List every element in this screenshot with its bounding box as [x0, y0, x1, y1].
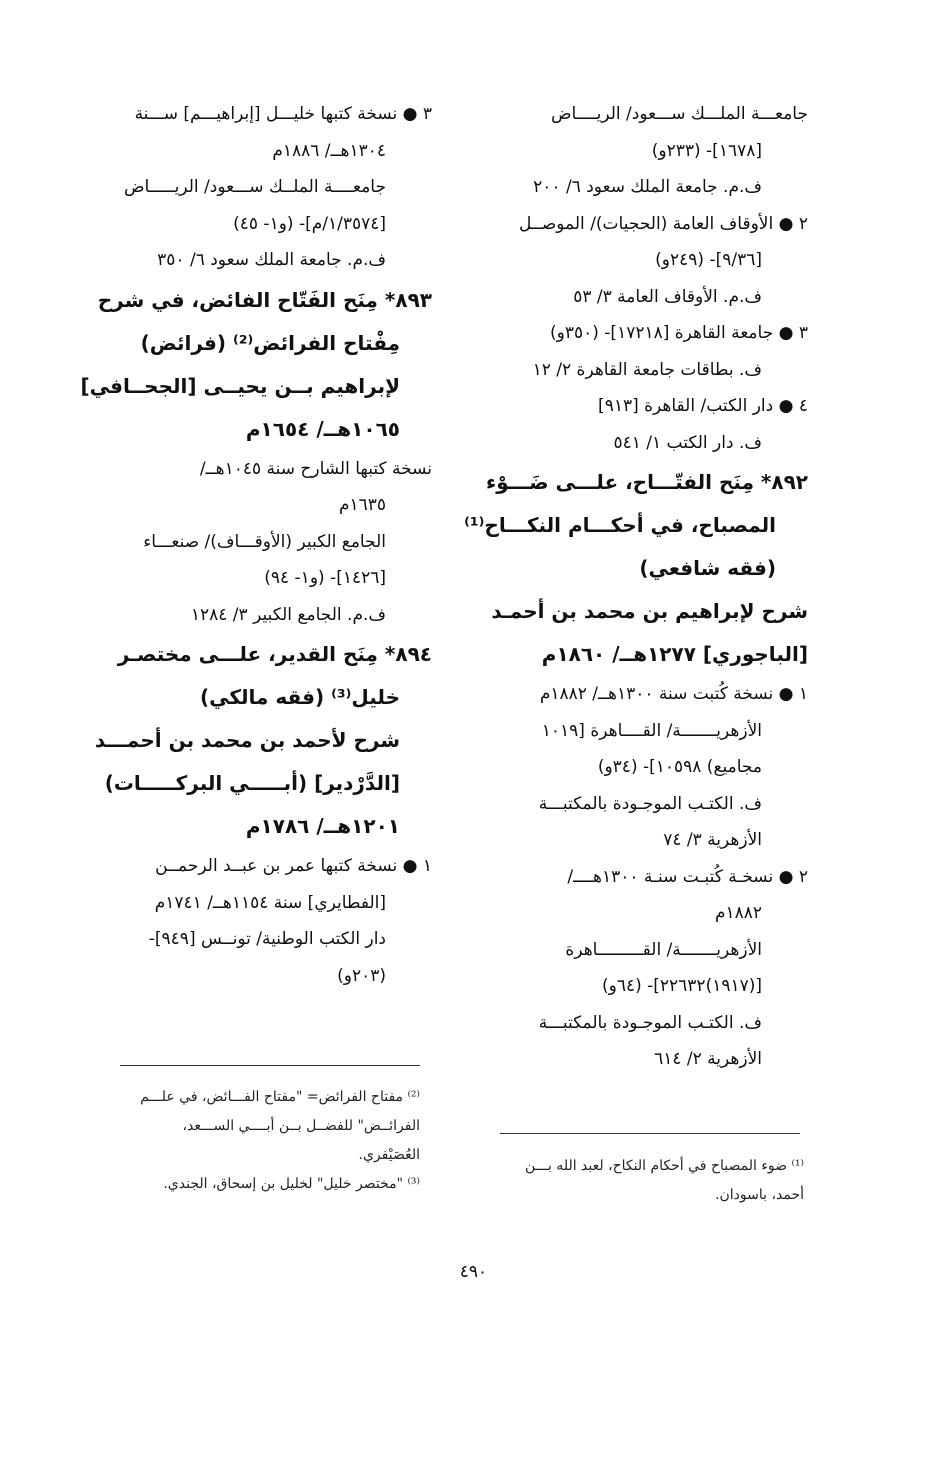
footnote-line: العُصَيْفري.: [358, 1147, 420, 1163]
text-line: [١٦٧٨]- (٢٣٣و): [651, 140, 762, 161]
text-line: [٩/٣٦]- (٢٤٩و): [655, 250, 762, 270]
text-line: ف. الكتـب الموجـودة بالمكتبـــة: [538, 1012, 762, 1033]
text-line: الأزهرية ٣/ ٧٤: [663, 830, 762, 850]
text-line: ف. بطاقات جامعة القاهرة ٢/ ١٢: [532, 359, 762, 380]
text-line: ف. الكتـب الموجـودة بالمكتبـــة: [538, 793, 762, 814]
text-line: مجاميع) ١٠٥٩٨]- (٣٤و): [597, 757, 762, 777]
text-line: ٤ ● دار الكتب/ القاهرة [٩١٣]: [598, 396, 808, 416]
text-line: نسخة كتبها الشارح سنة ١٠٤٥هــ/: [199, 458, 432, 479]
footnote-line: ⁽¹⁾ ضوء المصباح في أحكام النكاح، لعبد الله بـــن: [525, 1158, 804, 1174]
entry-heading-line: مِفْتاح الفرائض⁽²⁾ (فرائض): [140, 330, 400, 355]
entry-heading-line: خليل⁽³⁾ (فقه مالكي): [200, 685, 400, 709]
entry-heading-line: شرح لإبراهيم بن محمد بن أحمـد: [491, 599, 808, 623]
footnote-line: ⁽³⁾ "مختصر خليل" لخليل بن إسحاق، الجندي.: [163, 1176, 420, 1192]
entry-heading-line: لإبراهيم بــن يحيــى [الجحــافي]: [80, 373, 400, 398]
footnote-rule-right: [500, 1133, 800, 1134]
text-line: دار الكتب الوطنية/ تونــس [٩٤٩]-: [148, 929, 386, 949]
footnotes-left: [120, 1083, 420, 1199]
footnote-line: أحمد، باسودان.: [715, 1187, 804, 1203]
text-line: [١٤٢٦]- (و١- ٩٤): [264, 568, 386, 588]
text-line: ٣ ● جامعة القاهرة [١٧٢١٨]- (٣٥٠و): [550, 323, 808, 343]
footnote-line: ⁽²⁾ مفتاح الفرائض= "مفتاح الفـــائض، في علـــم: [140, 1089, 420, 1105]
text-line: ١٦٣٥م: [338, 495, 386, 515]
entry-heading-line: المصباح، في أحكـــام النكـــاح⁽¹⁾: [464, 513, 776, 537]
text-line: ٢ ● نسخـة كُتبـت سنـة ١٣٠٠هــــ/: [567, 866, 808, 887]
text-line: الجامع الكبير (الأوقـــاف)/ صنعـــاء: [143, 531, 386, 552]
text-line: جامعـــة الملـــك ســـعود/ الريــــاض: [550, 104, 808, 124]
text-line: [الفطايري] سنة ١١٥٤هــ/ ١٧٤١م: [154, 892, 386, 913]
entry-heading-line: ١٢٠١هــ/ ١٧٨٦م: [245, 814, 400, 838]
text-line: [(١٩١٧)٢٢٦٣٢]- (٦٤و): [601, 976, 762, 996]
text-line: جامعــــة الملــك ســـعود/ الريـــــاض: [123, 177, 386, 197]
text-line: (٢٠٣و): [337, 965, 386, 986]
footnotes-right: [470, 1152, 804, 1210]
footnote-line: الفرائــض" للفضــل بــن أبــــي الســـعد،: [182, 1118, 420, 1134]
text-line: ١٣٠٤هــ/ ١٨٨٦م: [272, 140, 386, 161]
entry-heading-line: [الباجوري] ١٢٧٧هــ/ ١٨٦٠م: [541, 642, 808, 666]
text-line: الأزهريـــــــة/ القـــــــــاهرة: [565, 939, 762, 960]
entry-heading-line: [الدَّرْدير] (أبـــــي البركـــــات): [104, 771, 400, 795]
entry-heading-line: ١٠٦٥هــ/ ١٦٥٤م: [245, 416, 400, 441]
entry-heading-line: ٨٩٣* مِنَح الفَتّاح الفائض، في شرح: [97, 287, 432, 312]
text-line: [١/٣٥٧٤/م]- (و١- ٤٥): [233, 213, 386, 234]
text-line: ٣ ● نسخة كتبها خليـــل [إبراهيـــم] ســـنة: [134, 104, 432, 124]
left-column: [80, 96, 432, 994]
entry-heading-line: شرح لأحمد بن محمد بن أحمـــد: [94, 728, 400, 752]
page-number: ٤٩٠: [459, 1262, 488, 1282]
text-line: الأزهرية ٢/ ٦١٤: [654, 1049, 762, 1069]
text-line: ف. دار الكتب ١/ ٥٤١: [613, 432, 762, 453]
entry-heading-line: ٨٩٤* مِنَح القدير، علـــى مختصـر: [117, 642, 432, 666]
entry-heading-line: ٨٩٢* مِنَح الفتّـــاح، علـــى ضَـــوْء: [485, 470, 808, 494]
text-line: ف.م. جامعة الملك سعود ٦/ ٣٥٠: [157, 250, 386, 270]
text-line: ١ ● نسخة كتبها عمر بن عبــد الرحمــن: [155, 856, 432, 876]
text-line: ف.م. الجامع الكبير ٣/ ١٢٨٤: [190, 604, 386, 625]
text-line: ١٨٨٢م: [714, 903, 762, 923]
text-line: ٢ ● الأوقاف العامة (الحجيات)/ الموصــل: [519, 213, 808, 234]
text-line: ١ ● نسخة كُتبت سنة ١٣٠٠هــ/ ١٨٨٢م: [539, 684, 808, 704]
right-column: [464, 96, 808, 1078]
entry-heading-line: (فقه شافعي): [639, 556, 776, 580]
text-line: ف.م. الأوقاف العامة ٣/ ٥٣: [573, 286, 762, 307]
footnote-rule-left: [120, 1065, 420, 1066]
text-line: الأزهريـــــــة/ القــــاهرة [١٠١٩: [541, 720, 762, 741]
text-line: ف.م. جامعة الملك سعود ٦/ ٢٠٠: [533, 177, 762, 197]
